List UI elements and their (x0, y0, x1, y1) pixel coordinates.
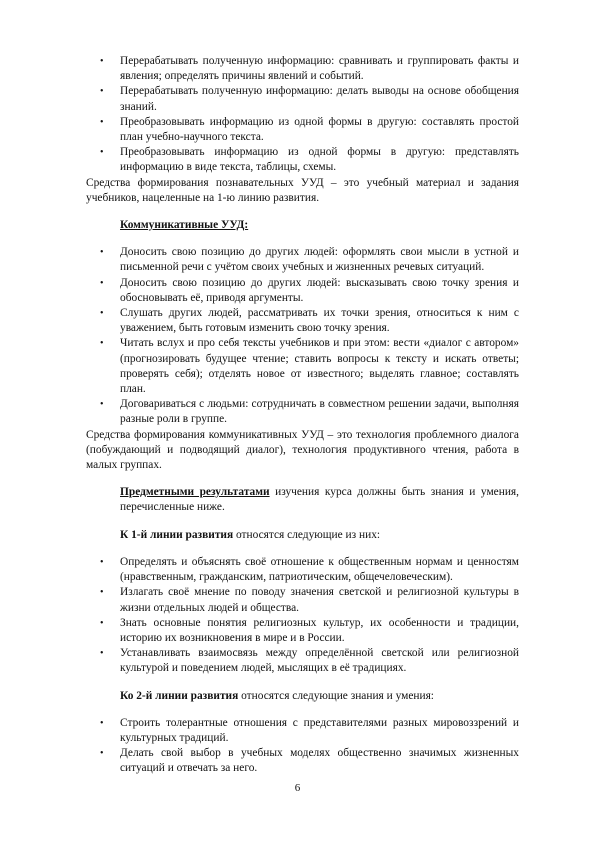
line-1-bold: К 1-й линии развития (120, 528, 234, 541)
bullet-icon: • (100, 277, 104, 289)
list-item (86, 716, 519, 746)
line-2-bold: Ко 2-й линии развития (120, 689, 239, 702)
bullet-list-cognitive (86, 54, 519, 176)
bullet-icon: • (100, 399, 104, 411)
bullet-icon: • (100, 587, 104, 599)
heading-communicative (86, 218, 519, 233)
list-item-text: Доносить свою позицию до других людей: высказывать свою точку зрения и обосновывать её, приводя аргументы. (120, 276, 519, 304)
list-item-text: Слушать других людей, рассматривать их точки зрения, относиться к ним с уважением, быть готовым изменить свою точку зрения. (120, 307, 519, 335)
list-item (86, 276, 519, 306)
list-item-text: Преобразовывать информацию из одной формы в другую: составлять простой план учебно-научного текста. (120, 115, 519, 144)
bullet-icon: • (100, 338, 104, 350)
list-item (86, 646, 519, 676)
bullet-icon: • (100, 617, 104, 629)
list-item-text: Преобразовывать информацию из одной формы в другую: представлять информацию в виде текста, таблицы, схемы. (120, 146, 519, 174)
paragraph-communicative-means: Средства формирования коммуникативных УУД – это технология проблемного диалога (побуждающий и подводящий диалог), технология продуктивного чтения, работа в малых группах. (86, 428, 519, 472)
list-item (86, 245, 519, 275)
list-item-text: Договариваться с людьми: сотрудничать в совместном решении задачи, выполняя разные роли в группе. (120, 398, 519, 426)
bullet-list-line-1 (86, 555, 519, 677)
list-item (86, 336, 519, 397)
page-content (86, 54, 519, 777)
subject-results-bold: Предметными результатами (120, 486, 270, 499)
list-item (86, 555, 519, 585)
list-item-text: Определять и объяснять своё отношение к общественным нормам и ценностям (нравственным, гражданским, патриотическим, общечеловеческим). (120, 555, 519, 584)
line-1-text: относятся следующие из них: (233, 528, 381, 541)
line-2-text: относятся следующие знания и умения: (238, 689, 434, 702)
list-item-text: Делать свой выбор в учебных моделях общественно значимых жизненных ситуаций и отвечать за него. (120, 747, 519, 775)
list-item-text: Излагать своё мнение по поводу значения светской и религиозной культуры в жизни отдельных людей и общества. (120, 586, 519, 614)
paragraph-cognitive-means: Средства формирования познавательных УУД – это учебный материал и задания учебников, нацеленные на 1-ю линию развития. (86, 176, 519, 204)
bullet-icon: • (100, 648, 104, 660)
list-item-text: Строить толерантные отношения с представителями разных мировоззрений и культурных традиций. (120, 716, 519, 744)
list-item (86, 397, 519, 427)
list-item (86, 145, 519, 175)
list-item (86, 84, 519, 114)
list-item (86, 306, 519, 336)
bullet-list-communicative (86, 245, 519, 427)
bullet-icon: • (100, 247, 104, 259)
list-item-text: Устанавливать взаимосвязь между определённой светской или религиозной культурой и поведением людей, мыслящих в её традициях. (120, 647, 519, 675)
list-item (86, 585, 519, 615)
heading-communicative-text: Коммуникативные УУД: (120, 219, 249, 232)
list-item (86, 54, 519, 84)
page-number: 6 (294, 782, 301, 794)
bullet-list-line-2 (86, 716, 519, 777)
list-item-text: Перерабатывать полученную информацию: сравнивать и группировать факты и явления; определять причины явлений и событий. (120, 55, 519, 83)
list-item (86, 115, 519, 145)
paragraph-subject-results (86, 485, 519, 515)
list-item-text: Читать вслух и про себя тексты учебников и при этом: вести «диалог с автором» (прогнозировать будущее чтение; ставить вопросы к тексту и искать ответы; проверять себя); отделять новое от известного; выделять главное; составлять план. (120, 337, 519, 396)
list-item-text: Доносить свою позицию до других людей: оформлять свои мысли в устной и письменной речи с учётом своих учебных и жизненных речевых ситуаций. (120, 246, 519, 274)
list-item (86, 616, 519, 646)
bullet-icon: • (100, 86, 104, 98)
bullet-icon: • (100, 748, 104, 760)
bullet-icon: • (100, 556, 104, 568)
list-item-text: Перерабатывать полученную информацию: делать выводы на основе обобщения знаний. (120, 85, 519, 113)
subject-results-text: изучения курса должны быть знания и умения, перечисленные ниже. (120, 486, 519, 514)
line-2-intro (86, 689, 519, 704)
bullet-icon: • (100, 308, 104, 320)
list-item (86, 746, 519, 776)
line-1-intro (86, 528, 519, 543)
bullet-icon: • (100, 147, 104, 159)
bullet-icon: • (100, 717, 104, 729)
bullet-icon: • (100, 116, 104, 128)
list-item-text: Знать основные понятия религиозных культур, их особенности и традиции, историю их возникновения в мире и в России. (120, 616, 519, 644)
bullet-icon: • (100, 56, 104, 67)
